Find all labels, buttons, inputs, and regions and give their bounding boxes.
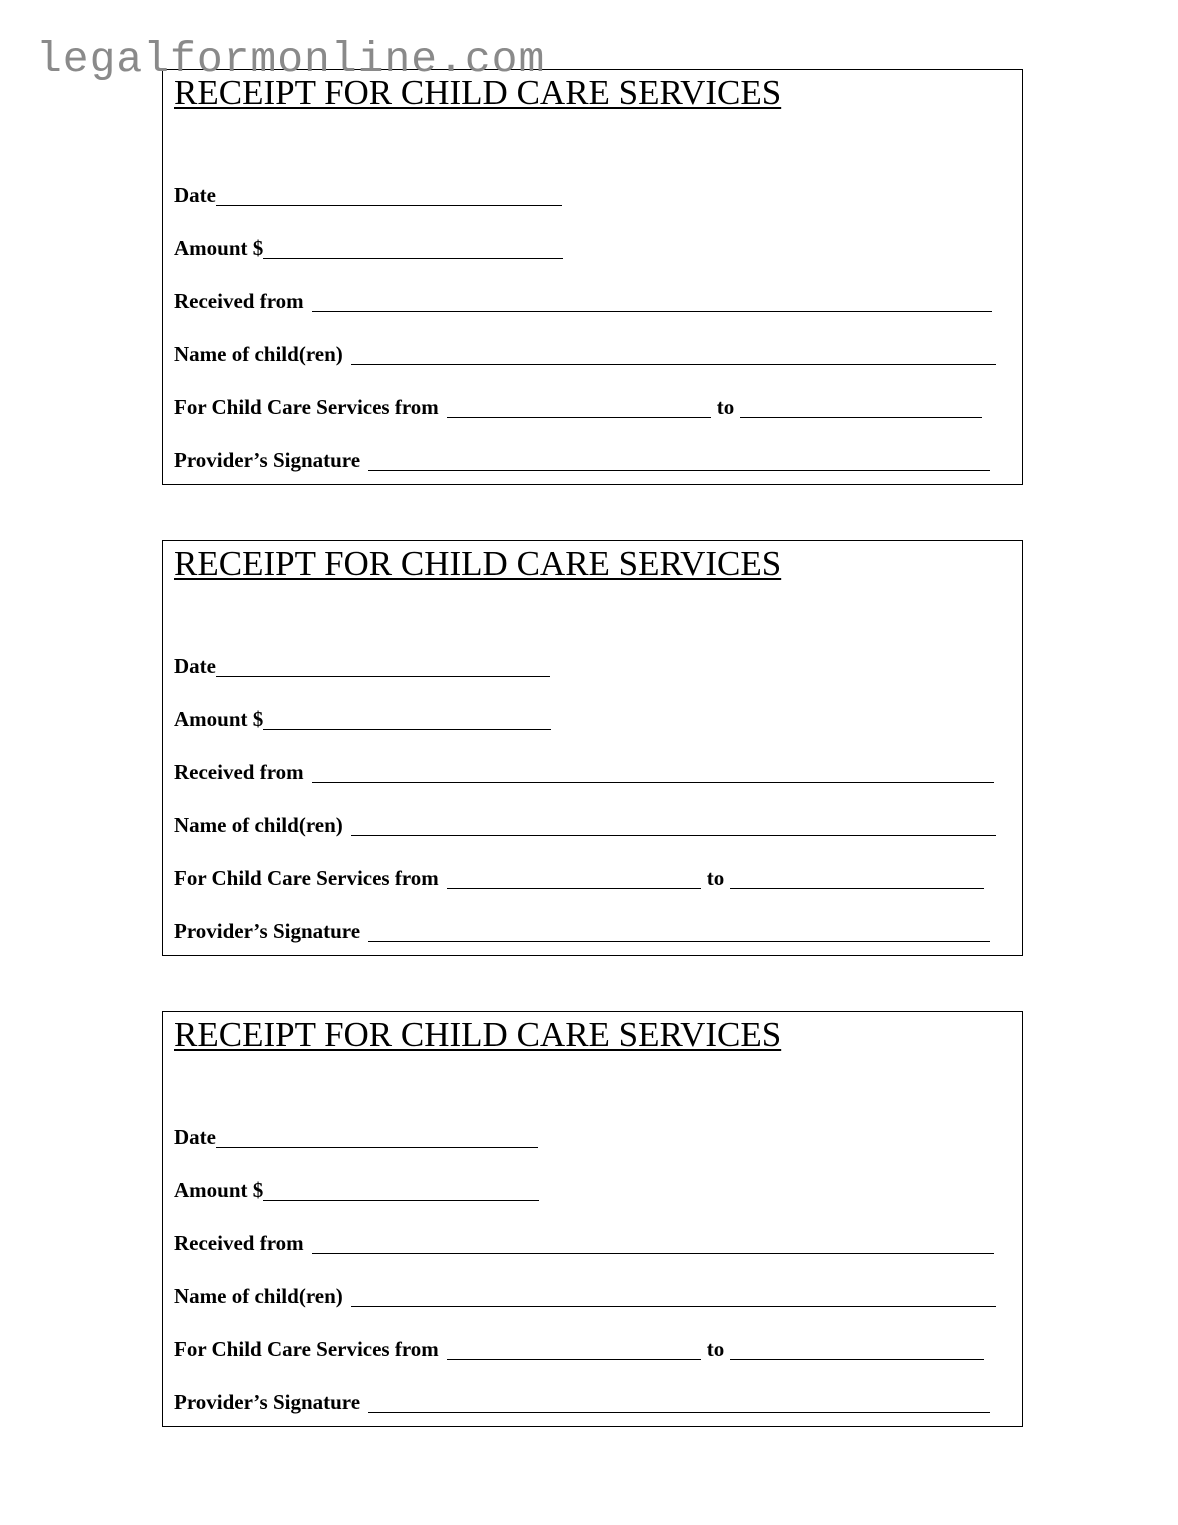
services-period-row: [174, 392, 982, 422]
signature-row: [174, 916, 990, 946]
children-field[interactable]: [351, 835, 996, 836]
received-from-label: Received from: [174, 1231, 304, 1255]
date-row: [174, 651, 550, 681]
services-period-row: [174, 863, 984, 893]
date-row: [174, 1122, 538, 1152]
signature-field[interactable]: [368, 470, 990, 471]
children-field[interactable]: [351, 1306, 996, 1307]
signature-label: Provider’s Signature: [174, 919, 361, 943]
date-label: Date: [174, 183, 216, 207]
receipt-card-2: [162, 540, 1023, 956]
received-from-label: Received from: [174, 760, 304, 784]
amount-label: Amount $: [174, 707, 264, 731]
services-from-field[interactable]: [447, 888, 701, 889]
to-label: to: [706, 866, 725, 890]
received-from-row: [174, 286, 992, 316]
services-from-label: For Child Care Services from: [174, 1337, 439, 1361]
services-from-label: For Child Care Services from: [174, 866, 439, 890]
signature-label: Provider’s Signature: [174, 1390, 361, 1414]
signature-label: Provider’s Signature: [174, 448, 361, 472]
children-row: [174, 810, 996, 840]
to-label: to: [716, 395, 735, 419]
to-label: to: [706, 1337, 725, 1361]
amount-field[interactable]: [263, 729, 551, 730]
services-period-row: [174, 1334, 984, 1364]
amount-label: Amount $: [174, 236, 264, 260]
children-row: [174, 339, 996, 369]
children-field[interactable]: [351, 364, 996, 365]
received-from-field[interactable]: [312, 782, 994, 783]
amount-row: [174, 233, 563, 263]
received-from-label: Received from: [174, 289, 304, 313]
signature-field[interactable]: [368, 1412, 990, 1413]
signature-field[interactable]: [368, 941, 990, 942]
date-label: Date: [174, 654, 216, 678]
children-label: Name of child(ren): [174, 813, 343, 837]
children-label: Name of child(ren): [174, 1284, 343, 1308]
signature-row: [174, 445, 990, 475]
receipt-title: RECEIPT FOR CHILD CARE SERVICES: [174, 544, 782, 583]
amount-field[interactable]: [263, 1200, 539, 1201]
services-to-field[interactable]: [730, 888, 984, 889]
services-from-field[interactable]: [447, 1359, 701, 1360]
received-from-field[interactable]: [312, 311, 992, 312]
children-label: Name of child(ren): [174, 342, 343, 366]
services-to-field[interactable]: [740, 417, 982, 418]
received-from-row: [174, 757, 994, 787]
amount-field[interactable]: [263, 258, 563, 259]
services-from-label: For Child Care Services from: [174, 395, 439, 419]
amount-label: Amount $: [174, 1178, 264, 1202]
date-field[interactable]: [216, 205, 562, 206]
amount-row: [174, 704, 551, 734]
date-label: Date: [174, 1125, 216, 1149]
receipt-title: RECEIPT FOR CHILD CARE SERVICES: [174, 73, 782, 112]
received-from-row: [174, 1228, 994, 1258]
date-row: [174, 180, 562, 210]
date-field[interactable]: [216, 1147, 538, 1148]
watermark-text: legalformonline.com: [36, 35, 546, 84]
signature-row: [174, 1387, 990, 1417]
amount-row: [174, 1175, 539, 1205]
receipt-card-1: [162, 69, 1023, 485]
date-field[interactable]: [216, 676, 550, 677]
receipt-card-3: [162, 1011, 1023, 1427]
children-row: [174, 1281, 996, 1311]
receipt-title: RECEIPT FOR CHILD CARE SERVICES: [174, 1015, 782, 1054]
services-to-field[interactable]: [730, 1359, 984, 1360]
services-from-field[interactable]: [447, 417, 711, 418]
received-from-field[interactable]: [312, 1253, 994, 1254]
